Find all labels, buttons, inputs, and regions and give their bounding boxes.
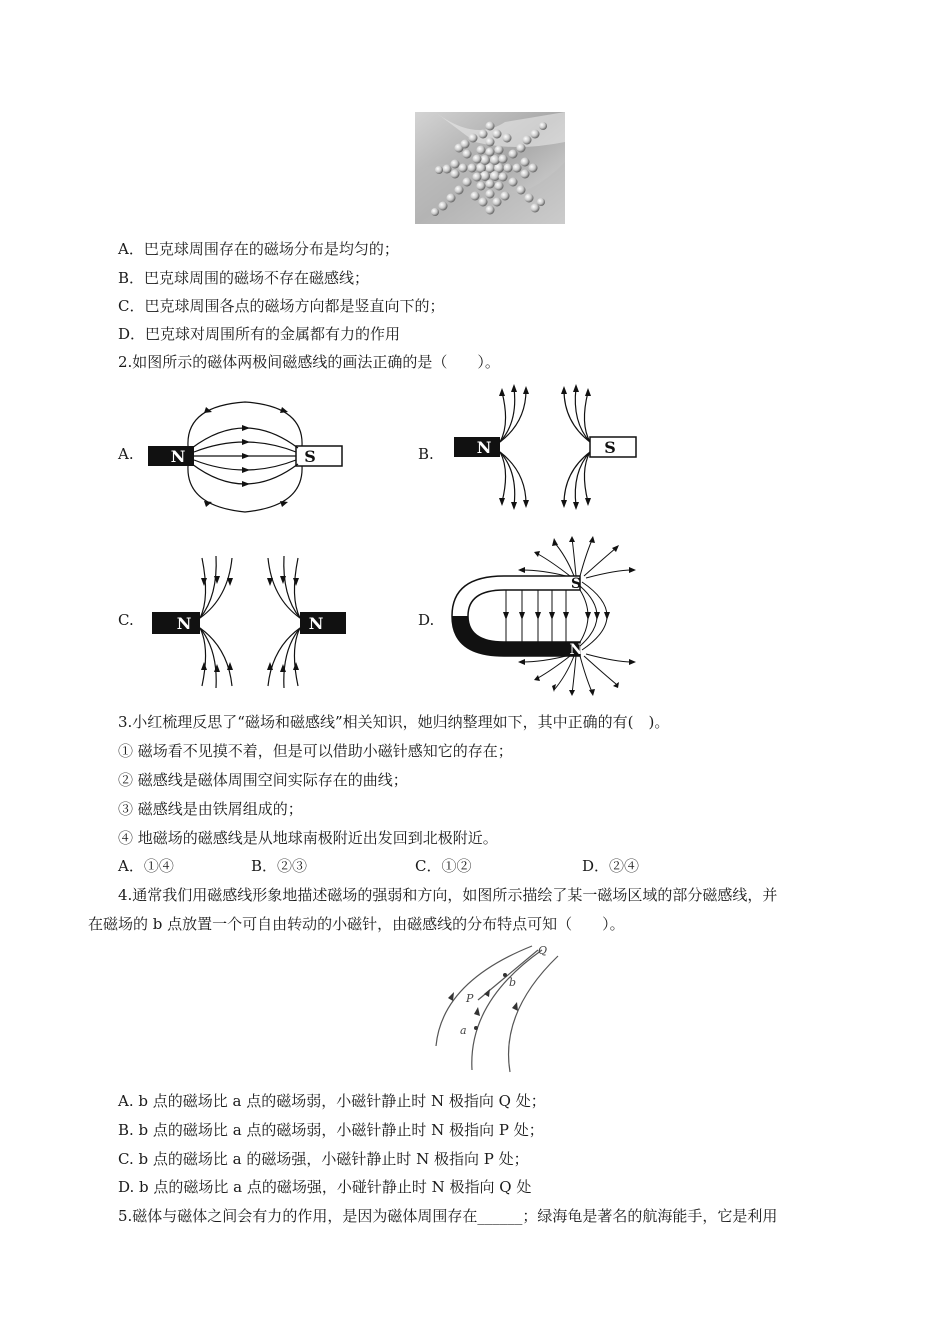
q2-fig-d-pole-bottom: N: [569, 642, 583, 658]
q4-label-p: P: [466, 992, 474, 1005]
q4-stem-line2: 在磁场的 b 点放置一个可自由转动的小磁针，由磁感线的分布特点可知（ ）。: [88, 915, 625, 933]
q3-choice-b: B．②③: [251, 857, 308, 875]
q2-fig-a-pole-right: S: [304, 447, 316, 466]
q4-option-b: B. b 点的磁场比 a 点的磁场弱，小磁针静止时 N 极指向 P 处；: [118, 1121, 544, 1139]
q2-figure-a: [146, 394, 346, 520]
q1-option-b: B．巴克球周围的磁场不存在磁感线；: [118, 269, 370, 287]
q4-label-a: a: [460, 1024, 467, 1037]
q2-fig-d-pole-top: S: [570, 576, 582, 592]
q2-figure-b: [452, 384, 642, 510]
q2-fig-b-pole-right: S: [604, 438, 616, 457]
bucky-ball-photo: [415, 112, 565, 224]
q2-fig-d-label: D.: [418, 611, 435, 629]
q1-option-d: D．巴克球对周围所有的金属都有力的作用: [118, 325, 401, 343]
q4-label-q: Q: [538, 944, 548, 957]
q2-fig-a-pole-left: N: [170, 447, 186, 466]
q4-option-c: C. b 点的磁场比 a 的磁场强，小磁针静止时 N 极指向 P 处；: [118, 1150, 529, 1168]
q2-fig-b-pole-left: N: [476, 438, 492, 457]
q2-stem: 2.如图所示的磁体两极间磁感线的画法正确的是（ ）。: [118, 353, 500, 371]
q3-item-1: ① 磁场看不见摸不着，但是可以借助小磁针感知它的存在；: [118, 742, 513, 760]
q4-stem-line1: 4.通常我们用磁感线形象地描述磁场的强弱和方向，如图所示描绘了某一磁场区域的部分磁感线，并: [118, 886, 778, 904]
q3-stem: 3.小红梳理反思了“磁场和磁感线”相关知识，她归纳整理如下，其中正确的有( )。: [118, 713, 670, 731]
q3-choice-a: A．①④: [118, 857, 174, 875]
q4-option-a: A. b 点的磁场比 a 点的磁场弱，小磁针静止时 N 极指向 Q 处；: [118, 1092, 546, 1110]
q2-fig-c-pole-right: N: [308, 614, 324, 633]
q4-field-figure: [434, 942, 560, 1074]
q3-choice-d: D．②④: [582, 857, 640, 875]
q3-choice-c: C．①②: [415, 857, 472, 875]
q2-fig-c-pole-left: N: [176, 614, 192, 633]
q2-fig-c-label: C.: [118, 611, 134, 629]
q1-option-c: C．巴克球周围各点的磁场方向都是竖直向下的；: [118, 297, 445, 315]
q4-option-d: D. b 点的磁场比 a 点的磁场强，小碰针静止时 N 极指向 Q 处: [118, 1178, 532, 1196]
q2-figure-c: [150, 552, 350, 690]
q4-label-b: b: [509, 976, 517, 989]
q3-item-4: ④ 地磁场的磁感线是从地球南极附近出发回到北极附近。: [118, 829, 498, 847]
q2-figure-d: [446, 536, 646, 696]
q3-item-3: ③ 磁感线是由铁屑组成的；: [118, 800, 303, 818]
q1-option-a: A．巴克球周围存在的磁场分布是均匀的；: [118, 240, 399, 258]
q3-choices: [118, 856, 718, 876]
q5-stem: 5.磁体与磁体之间会有力的作用，是因为磁体周围存在______；绿海龟是著名的航海能手，它是利用: [118, 1207, 778, 1225]
q2-fig-b-label: B.: [418, 445, 434, 463]
q2-fig-a-label: A.: [118, 445, 134, 463]
q3-item-2: ② 磁感线是磁体周围空间实际存在的曲线；: [118, 771, 408, 789]
